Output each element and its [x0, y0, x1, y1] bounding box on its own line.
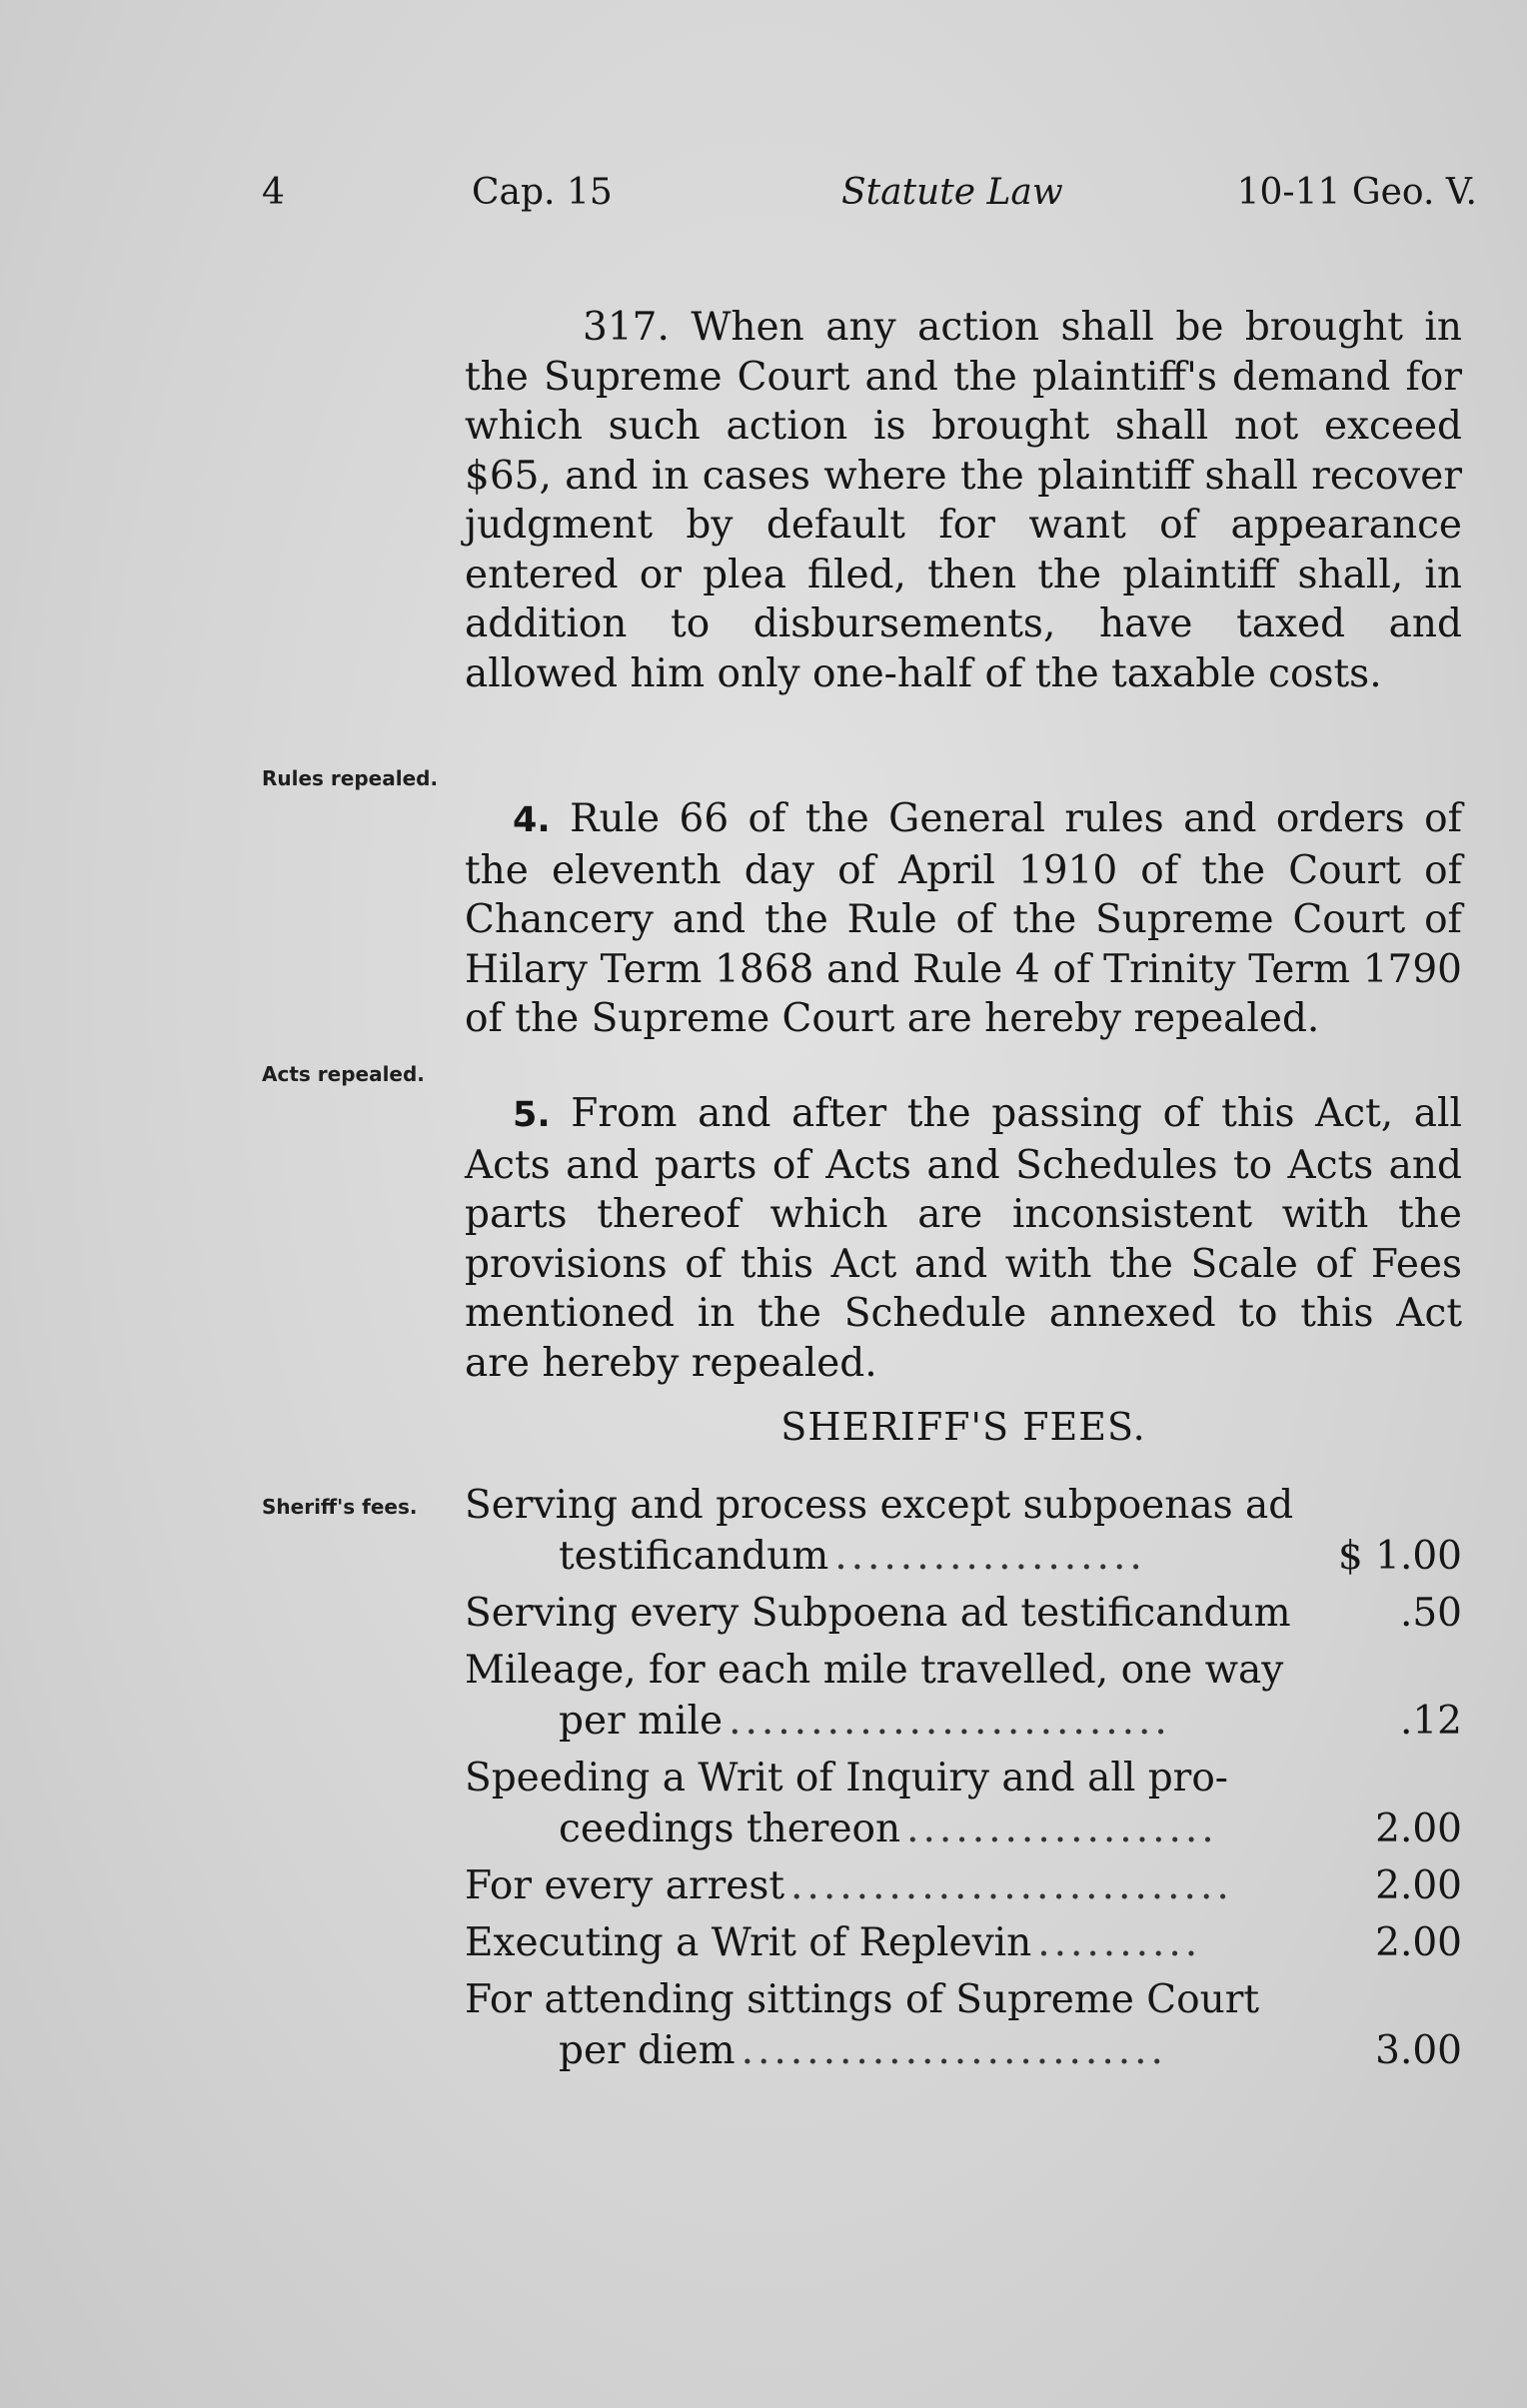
dot-leader: ...................	[834, 1534, 1146, 1579]
dot-leader: ...................	[906, 1806, 1218, 1851]
section-4-text: Rule 66 of the General rules and orders of the eleventh day of April 1910 of the Court of Chancery and the Rule of the Supreme Court of Hilary Term 1868 and Rule 4 of Trinity Term 1790 of the Supreme Court are hereby repealed.	[465, 796, 1462, 1041]
fee-line	[465, 2028, 1462, 2079]
fee-amount: .12	[1399, 1699, 1462, 1744]
fee-description: Executing a Writ of Replevin	[465, 1920, 1032, 1965]
fee-line	[465, 1648, 1462, 1699]
fee-description-continued: per diem	[559, 2028, 736, 2073]
sheriffs-fees-heading: SHERIFF'S FEES.	[780, 1405, 1146, 1449]
fee-amount: .50	[1399, 1591, 1462, 1636]
section-5-text: From and after the passing of this Act, all Acts and parts of Acts and Schedules to Acts and parts thereof which are inconsistent with the provisions of this Act and with the Scale of Fees mentioned in the Schedule annexed to this Act are hereby repealed.	[465, 1091, 1462, 1386]
section-4-number: 4.	[513, 800, 551, 840]
fee-line	[465, 1920, 1462, 1971]
fee-line	[465, 1756, 1462, 1806]
fee-amount: 2.00	[1375, 1806, 1462, 1851]
section-5-paragraph	[465, 1089, 1462, 1388]
fee-description-continued: testificandum	[559, 1534, 829, 1579]
margin-note-sheriffs-fees: Sheriff's fees.	[262, 1495, 418, 1519]
fee-amount: 2.00	[1375, 1863, 1462, 1908]
fee-description: Serving and process except subpoenas ad	[465, 1483, 1294, 1528]
margin-note-acts-repealed: Acts repealed.	[262, 1062, 425, 1086]
fee-amount: 2.00	[1375, 1920, 1462, 1965]
fee-line	[465, 1699, 1462, 1750]
fee-item	[465, 1756, 1462, 1857]
fee-schedule	[465, 1483, 1462, 2085]
section-5-number: 5.	[513, 1095, 551, 1135]
fee-item	[465, 1920, 1462, 1971]
fee-item	[465, 1483, 1462, 1585]
fee-line	[465, 1977, 1462, 2028]
fee-item	[465, 1863, 1462, 1914]
fee-description-continued: per mile	[559, 1699, 724, 1744]
fee-amount: $ 1.00	[1337, 1534, 1462, 1579]
fee-line	[465, 1534, 1462, 1585]
fee-item	[465, 1591, 1462, 1642]
page-number: 4	[262, 172, 285, 213]
fee-line	[465, 1806, 1462, 1857]
fee-line	[465, 1483, 1462, 1534]
fee-line	[465, 1591, 1462, 1642]
fee-description: For every arrest	[465, 1863, 785, 1908]
margin-note-rules-repealed: Rules repealed.	[262, 766, 439, 790]
fee-amount: 3.00	[1375, 2028, 1462, 2073]
fee-description: Mileage, for each mile travelled, one way	[465, 1648, 1284, 1693]
dot-leader: ..........	[1037, 1920, 1202, 1965]
chapter-label: Cap. 15	[472, 172, 613, 213]
running-header	[262, 172, 1477, 222]
fee-description: Speeding a Writ of Inquiry and all pro-	[465, 1756, 1228, 1801]
fee-description: Serving every Subpoena ad testificandum	[465, 1591, 1291, 1636]
dot-leader: ...........................	[790, 1863, 1233, 1908]
fee-item	[465, 1977, 1462, 2079]
fee-item	[465, 1648, 1462, 1750]
regnal-year: 10-11 Geo. V.	[1236, 172, 1477, 213]
fee-description: For attending sittings of Supreme Court	[465, 1977, 1260, 2022]
dot-leader: ..........................	[741, 2028, 1167, 2073]
section-4-paragraph	[465, 794, 1462, 1044]
fee-line	[465, 1863, 1462, 1914]
section-317-paragraph: 317. When any action shall be brought in the Supreme Court and the plaintiff's demand for which such action is brought shall not exceed $65, and in cases where the plaintiff shall recover judgment by default for want of appearance entered or plea filed, then the plaintiff shall, in addition to disbursements, have taxed and allowed him only one-half of the taxable costs.	[465, 305, 1462, 696]
running-title: Statute Law	[841, 172, 1063, 213]
fee-description-continued: ceedings thereon	[559, 1806, 901, 1851]
dot-leader: ...........................	[729, 1699, 1171, 1744]
